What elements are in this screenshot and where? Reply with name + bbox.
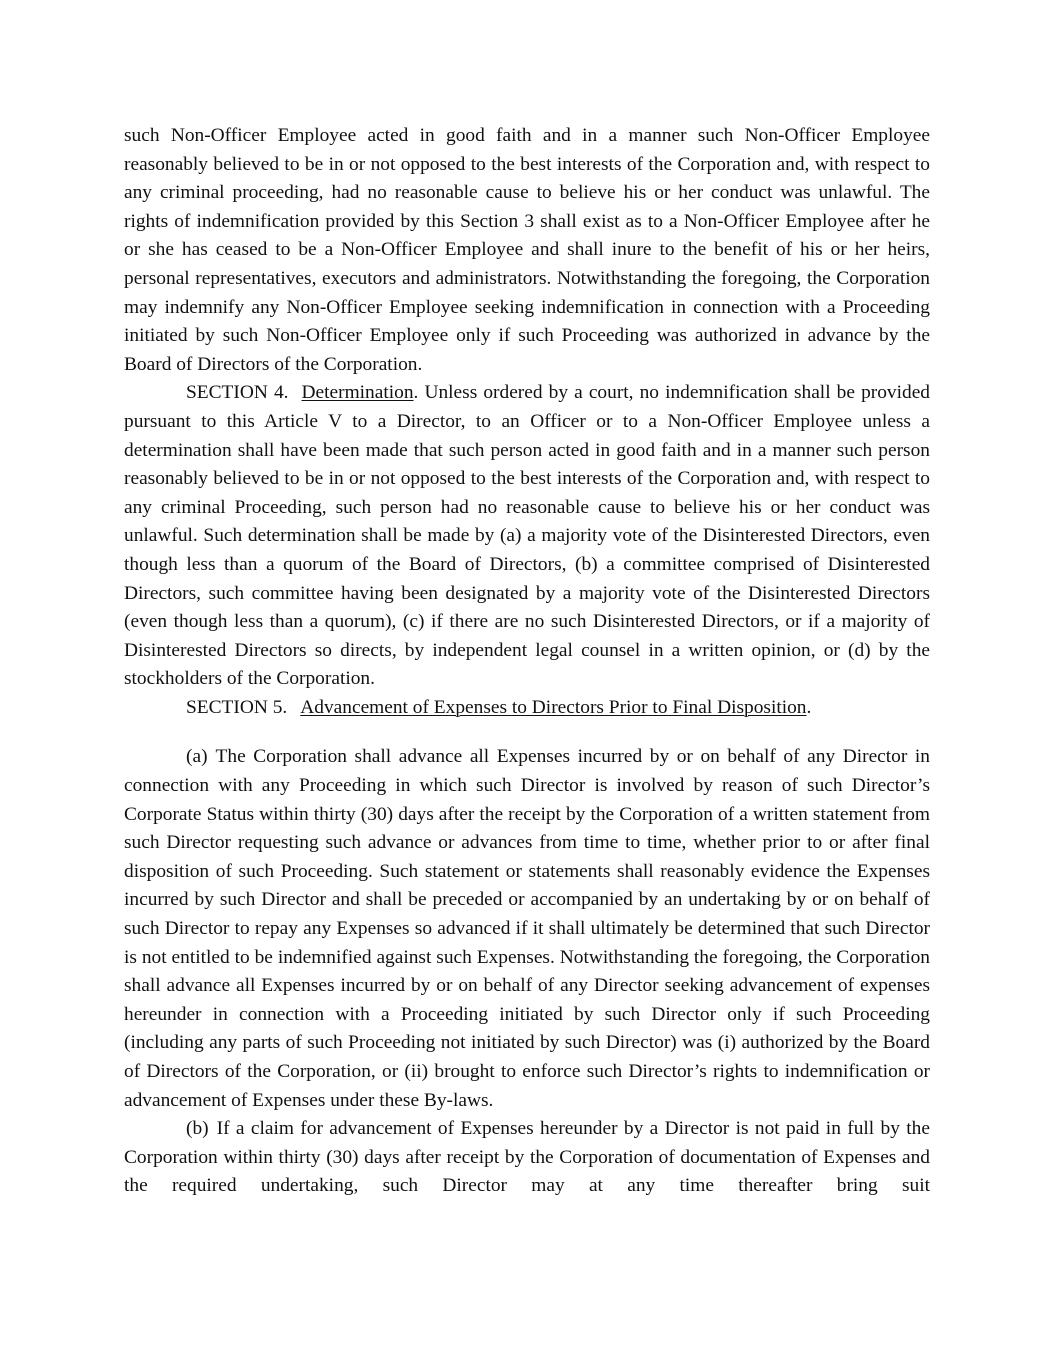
paragraph-section4 <box>124 379 930 694</box>
section4-label: SECTION 4. <box>186 382 289 404</box>
document-page <box>124 122 930 1201</box>
section5b-label: (b) <box>186 1118 209 1140</box>
paragraph-section5-heading <box>124 694 930 723</box>
section5a-label: (a) <box>186 746 208 768</box>
section5b-body: If a claim for advancement of Expenses hereunder by a Director is not paid in full by the Corporation within thirty (30) days after receipt by the Corporation of documentation of Expenses and the required undertaking, such Director may at any time thereafter bring suit <box>124 1118 930 1197</box>
section5-heading: Advancement of Expenses to Directors Prior to Final Disposition <box>300 696 807 718</box>
section5-label: SECTION 5. <box>186 696 288 718</box>
paragraph-section5b <box>124 1115 930 1201</box>
paragraph-section3-continuation: such Non-Officer Employee acted in good faith and in a manner such Non-Officer Employee reasonably believed to be in or not opposed to the best interests of the Corporation and, with respect to any criminal proceeding, had no reasonable cause to believe his or her conduct was unlawful. The rights of indemnification provided by this Section 3 shall exist as to a Non-Officer Employee after he or she has ceased to be a Non-Officer Employee and shall inure to the benefit of his or her heirs, personal representatives, executors and administrators. Notwithstanding the foregoing, the Corporation may indemnify any Non-Officer Employee seeking indemnification in connection with a Proceeding initiated by such Non-Officer Employee only if such Proceeding was authorized in advance by the Board of Directors of the Corporation. <box>124 125 930 375</box>
section4-heading-punct: . <box>413 382 419 404</box>
paragraph-section5a <box>124 743 930 1115</box>
section5a-body: The Corporation shall advance all Expenses incurred by or on behalf of any Director in connection with any Proceeding in which such Director is involved by reason of such Director’s Corporate Status within thirty (30) days after the receipt by the Corporation of a written statement from such Director requesting such advance or advances from time to time, whether prior to or after final disposition of such Proceeding. Such statement or statements shall reasonably evidence the Expenses incurred by such Director and shall be preceded or accompanied by an undertaking by or on behalf of such Director to repay any Expenses so advanced if it shall ultimately be determined that such Director is not entitled to be indemnified against such Expenses. Notwithstanding the foregoing, the Corporation shall advance all Expenses incurred by or on behalf of any Director seeking advancement of expenses hereunder in connection with a Proceeding initiated by such Director only if such Proceeding (including any parts of such Proceeding not initiated by such Director) was (i) authorized by the Board of Directors of the Corporation, or (ii) brought to enforce such Director’s rights to indemnification or advancement of Expenses under these By-laws. <box>124 746 930 1111</box>
section5-heading-punct: . <box>806 696 812 718</box>
section4-body: Unless ordered by a court, no indemnification shall be provided pursuant to this Article V to a Director, to an Officer or to a Non-Officer Employee unless a determination shall have been made that such person acted in good faith and in a manner such person reasonably believed to be in or not opposed to the best interests of the Corporation and, with respect to any criminal Proceeding, such person had no reasonable cause to believe his or her conduct was unlawful. Such determination shall be made by (a) a majority vote of the Disinterested Directors, even though less than a quorum of the Board of Directors, (b) a committee comprised of Disinterested Directors, such committee having been designated by a majority vote of the Disinterested Directors (even though less than a quorum), (c) if there are no such Disinterested Directors, or if a majority of Disinterested Directors so directs, by independent legal counsel in a written opinion, or (d) by the stockholders of the Corporation. <box>124 382 930 690</box>
section4-heading: Determination <box>301 382 414 404</box>
